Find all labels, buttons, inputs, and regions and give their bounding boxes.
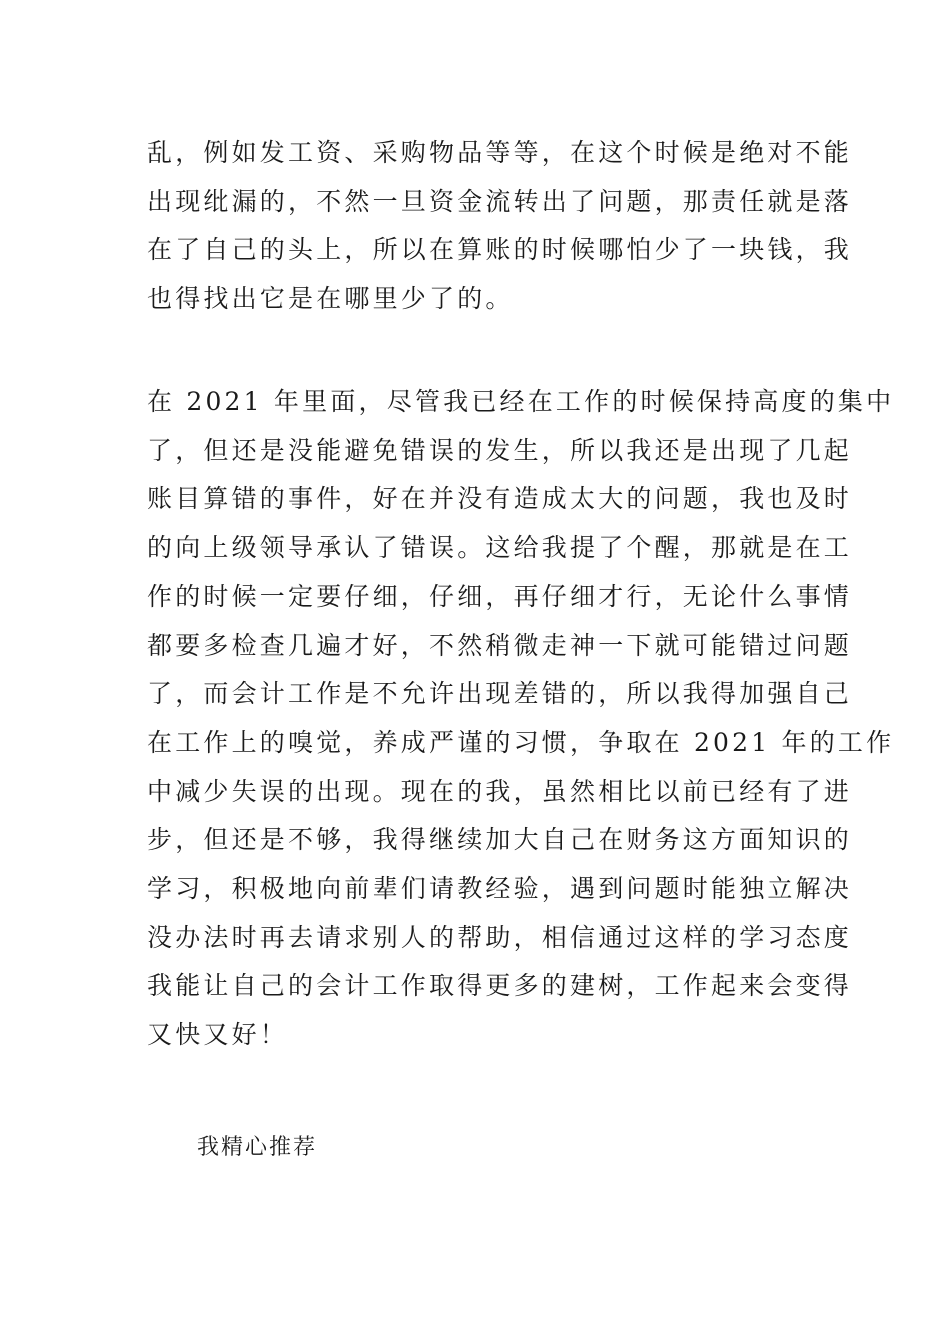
paragraph-line: 没办法时再去请求别人的帮助，相信通过这样的学习态度 [147,922,853,952]
paragraph-line: 都要多检查几遍才好，不然稍微走神一下就可能错过问题 [147,630,853,660]
paragraph-line: 作的时候一定要仔细，仔细，再仔细才行，无论什么事情 [147,581,853,611]
paragraph-line: 又快又好！ [147,1020,289,1050]
paragraph-line: 了，而会计工作是不允许出现差错的，所以我得加强自己 [147,679,853,709]
paragraph-line: 在 2021 年里面，尽管我已经在工作的时候保持高度的集中 [147,387,895,416]
paragraph-2 [147,378,895,1060]
paragraph-line: 账目算错的事件，好在并没有造成太大的问题，我也及时 [147,484,853,514]
recommend-label: 我精心推荐 [197,1135,318,1160]
paragraph-line: 乱，例如发工资、采购物品等等，在这个时候是绝对不能 [147,138,853,167]
paragraph-line: 步，但还是不够，我得继续加大自己在财务这方面知识的 [147,825,853,855]
paragraph-line: 中减少失误的出现。现在的我，虽然相比以前已经有了进 [147,776,853,806]
paragraph-line: 在工作上的嗅觉，养成严谨的习惯，争取在 2021 年的工作 [147,727,895,757]
paragraph-line: 在了自己的头上，所以在算账的时候哪怕少了一块钱，我 [147,235,853,265]
paragraph-line: 学习，积极地向前辈们请教经验，遇到问题时能独立解决 [147,874,853,904]
paragraph-line: 也得找出它是在哪里少了的。 [147,284,514,314]
paragraph-1 [147,129,853,324]
paragraph-line: 出现纰漏的，不然一旦资金流转出了问题，那责任就是落 [147,186,853,216]
paragraph-line: 我能让自己的会计工作取得更多的建树，工作起来会变得 [147,971,853,1001]
paragraph-line: 了，但还是没能避免错误的发生，所以我还是出现了几起 [147,435,853,465]
paragraph-line: 的向上级领导承认了错误。这给我提了个醒，那就是在工 [147,533,853,563]
